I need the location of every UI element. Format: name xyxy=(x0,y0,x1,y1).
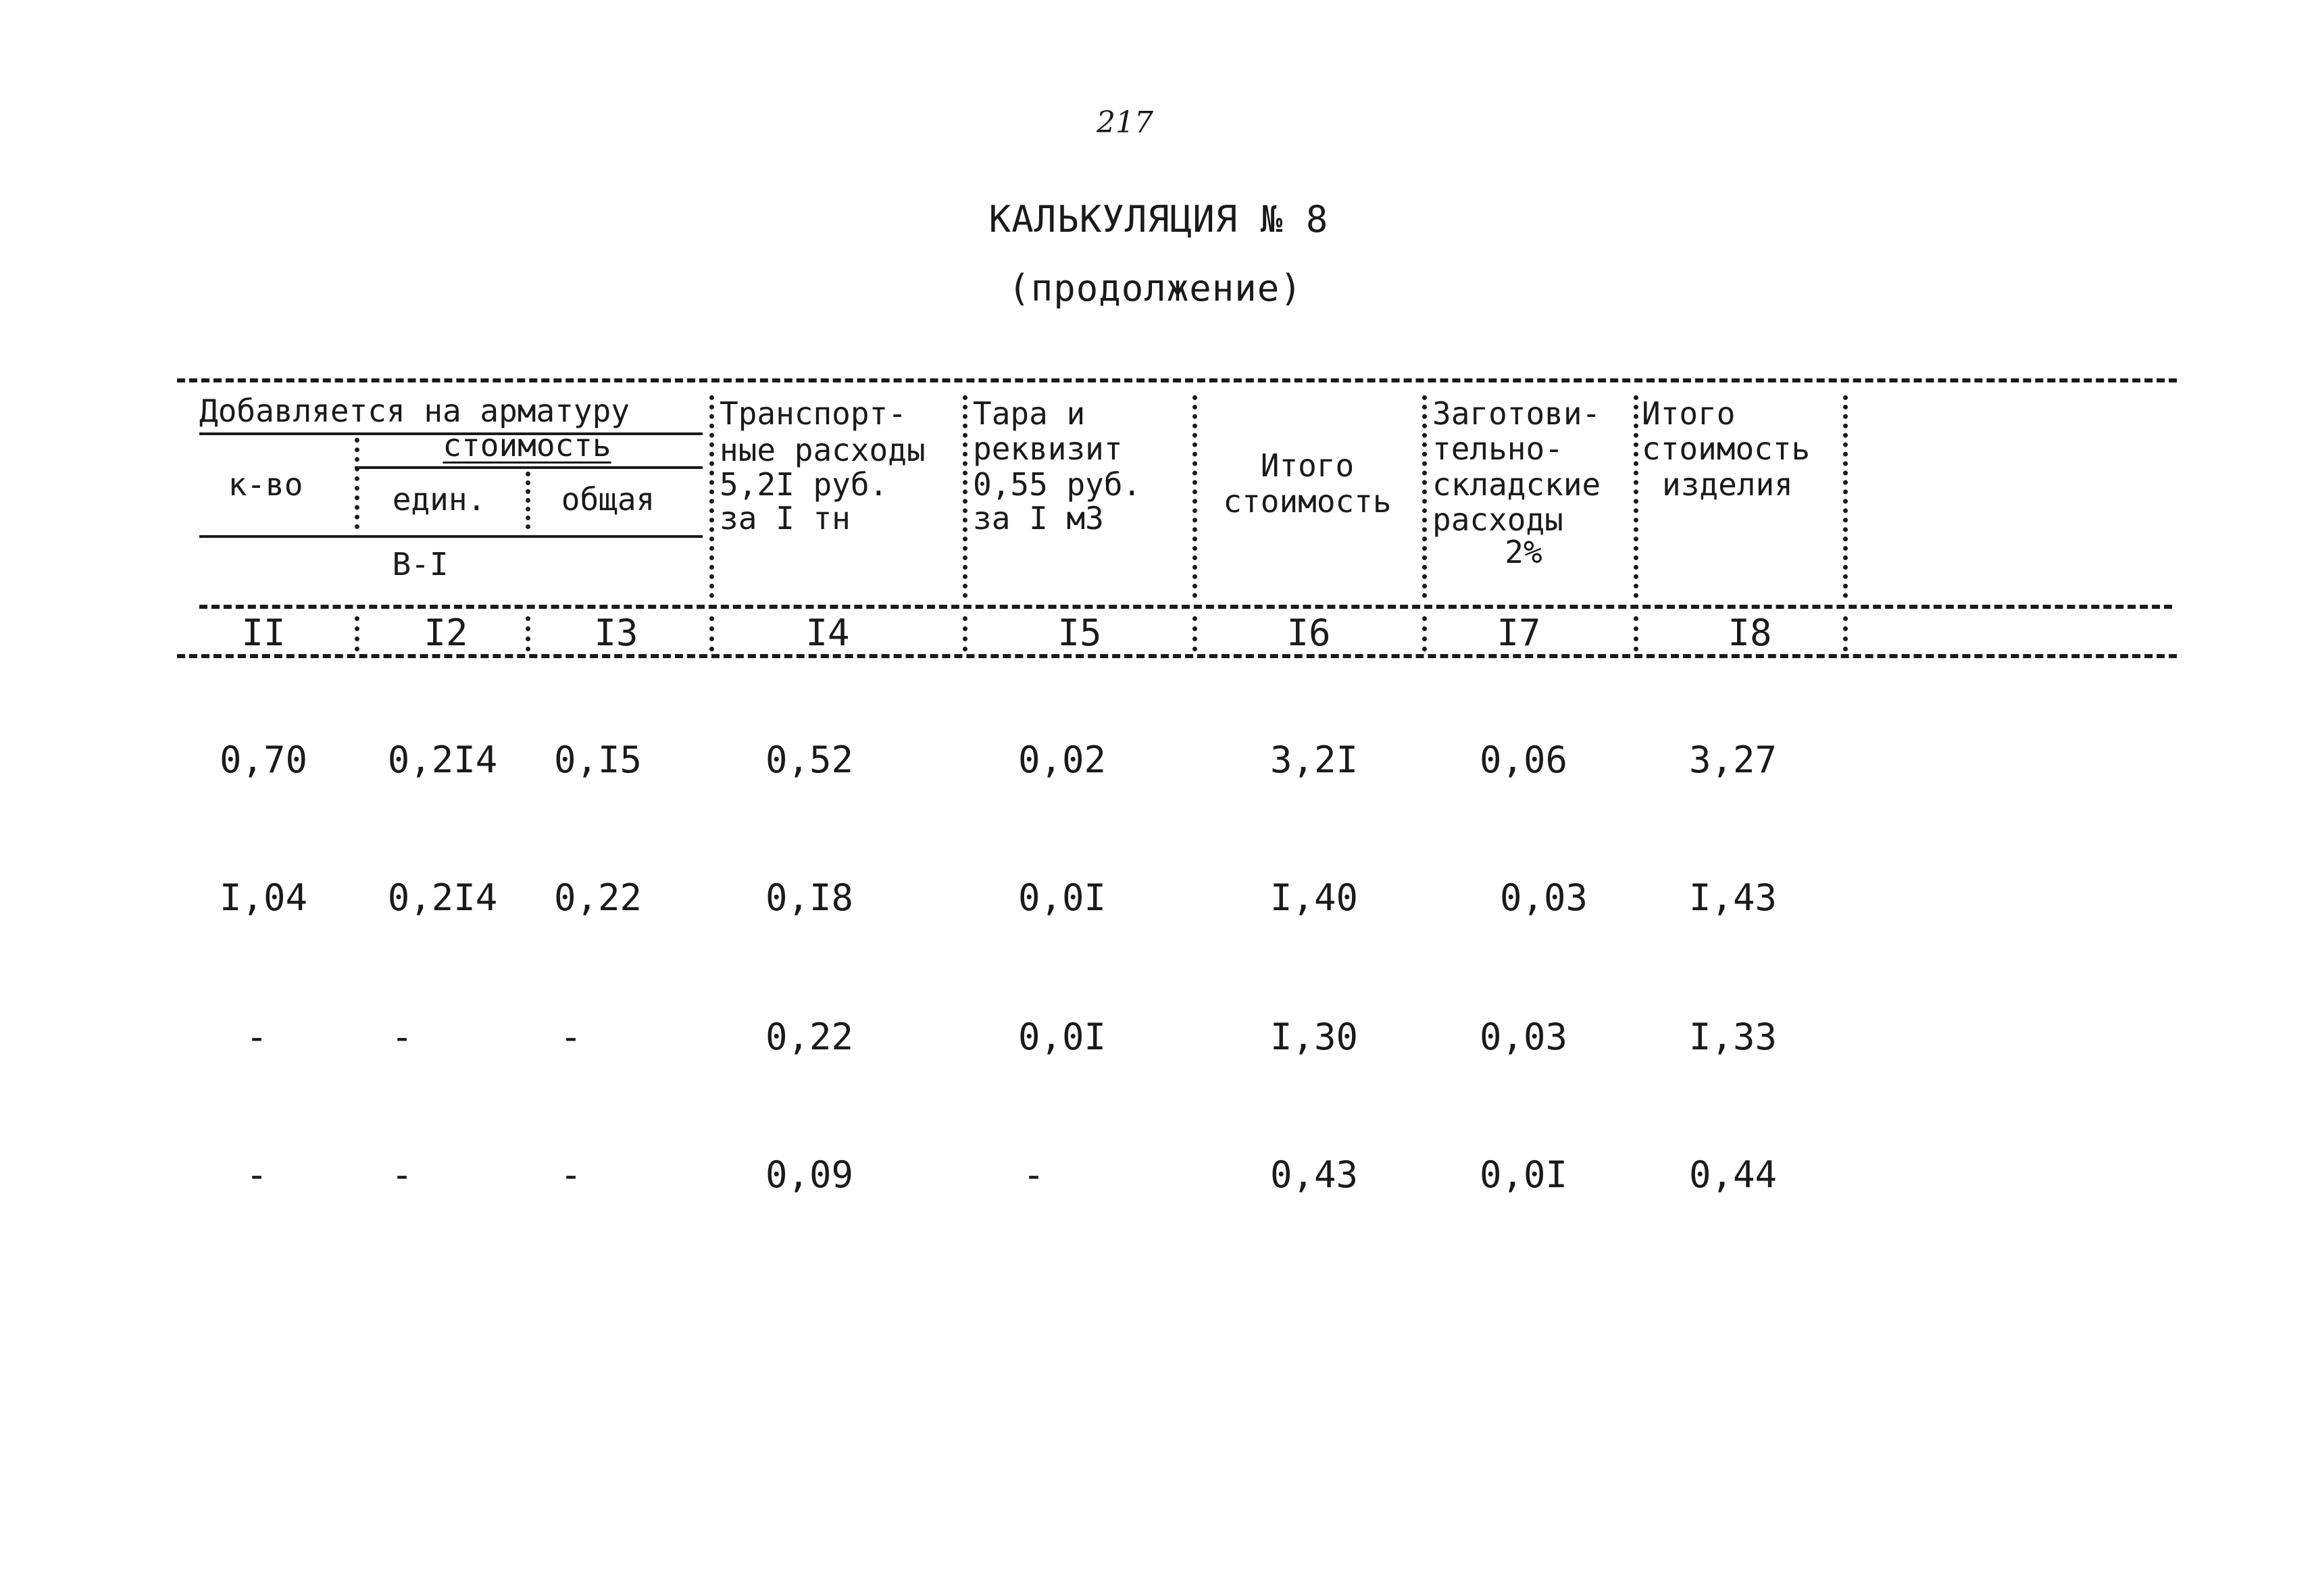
table-cell: 3,27 xyxy=(1688,739,1778,781)
col-separator xyxy=(526,616,530,651)
column-number: I7 xyxy=(1496,612,1541,654)
table-cell: 0,2I4 xyxy=(387,739,498,781)
column-number: I3 xyxy=(594,612,638,654)
transport-header-line: ные расходы xyxy=(720,432,926,468)
itogo-header-line: стоимость xyxy=(1223,483,1392,520)
table-cell: - xyxy=(559,1016,582,1058)
zagot-header-line: 2% xyxy=(1505,534,1542,570)
zagot-header-line: Заготови- xyxy=(1432,395,1601,432)
table-cell: 0,0I xyxy=(1479,1153,1568,1196)
table-cell: - xyxy=(391,1016,413,1058)
col-separator xyxy=(1843,616,1848,651)
zagot-header-line: складские xyxy=(1432,466,1601,503)
table-cell: 0,I5 xyxy=(553,739,643,781)
table-cell: 0,44 xyxy=(1688,1153,1778,1196)
col-separator xyxy=(1422,616,1427,651)
zagot-header-line: тельно- xyxy=(1432,430,1563,467)
tara-header-line: Тара и xyxy=(973,395,1086,432)
transport-header-line: Транспорт- xyxy=(720,395,907,432)
table-cell: 0,09 xyxy=(765,1153,854,1196)
table-cell: 0,06 xyxy=(1479,739,1568,781)
table-cell: 0,0I xyxy=(1017,876,1107,919)
cost-underline xyxy=(355,466,703,469)
zagot-header-line: расходы xyxy=(1432,501,1563,538)
table-cell: - xyxy=(245,1153,268,1196)
col-separator xyxy=(963,616,967,651)
table-cell: 0,2I4 xyxy=(387,876,498,919)
column-number: I6 xyxy=(1286,612,1331,654)
qty-header: к-во xyxy=(228,466,303,503)
table-cell: I,30 xyxy=(1269,1016,1359,1058)
page-number: 217 xyxy=(1097,105,1153,140)
column-number: I2 xyxy=(424,612,468,654)
group-header: Добавляется на арматуру xyxy=(199,393,630,429)
table-cell: I,33 xyxy=(1688,1016,1778,1058)
transport-header-line: за I тн xyxy=(720,500,851,537)
table-cell: 0,43 xyxy=(1269,1153,1359,1196)
document-title: КАЛЬКУЛЯЦИЯ № 8 xyxy=(988,198,1329,241)
table-cell: I,40 xyxy=(1269,876,1359,919)
table-cell: 0,03 xyxy=(1479,1016,1568,1058)
column-number: I5 xyxy=(1057,612,1102,654)
table-cell: 3,2I xyxy=(1269,739,1359,781)
table-cell: - xyxy=(1022,1153,1045,1196)
col-separator xyxy=(1843,395,1848,598)
table-cell: 0,52 xyxy=(765,739,854,781)
table-cell: - xyxy=(391,1153,413,1196)
cost-header: стоимость xyxy=(443,427,611,464)
unit-cost-header: един. xyxy=(392,481,486,518)
col-separator xyxy=(526,472,530,529)
col-separator xyxy=(1634,616,1638,651)
col-separator xyxy=(355,438,359,529)
itogo-header-line: Итого xyxy=(1260,447,1355,484)
col-separator xyxy=(1192,616,1197,651)
column-number: II xyxy=(241,612,286,654)
transport-header-line: 5,2I руб. xyxy=(720,466,888,503)
column-number: I4 xyxy=(805,612,850,654)
table-cell: 0,22 xyxy=(765,1016,854,1058)
itogo-izd-header-line: изделия xyxy=(1662,466,1793,503)
table-cell: 0,03 xyxy=(1499,876,1588,919)
col-separator xyxy=(1422,395,1427,598)
col-separator xyxy=(1192,395,1197,598)
document-subtitle: (продолжение) xyxy=(1008,267,1303,309)
itogo-izd-header-line: стоимость xyxy=(1642,430,1811,467)
table-cell: I,43 xyxy=(1688,876,1778,919)
table-cell: - xyxy=(559,1153,582,1196)
tara-header-line: реквизит xyxy=(973,430,1123,467)
col-separator xyxy=(709,395,714,598)
table-cell: 0,70 xyxy=(219,739,308,781)
tara-header-line: за I м3 xyxy=(973,500,1104,537)
col-separator xyxy=(1634,395,1638,598)
table-cell: 0,22 xyxy=(553,876,643,919)
tara-header-line: 0,55 руб. xyxy=(973,466,1142,503)
col-separator xyxy=(355,616,359,651)
header-bottom-rule xyxy=(199,605,2172,609)
group-code: В-I xyxy=(392,546,449,582)
itogo-izd-header-line: Итого xyxy=(1642,395,1736,432)
col-separator xyxy=(709,616,714,651)
colnum-bottom-rule xyxy=(177,654,2177,658)
table-cell: - xyxy=(245,1016,268,1058)
subheader-rule xyxy=(199,535,703,538)
total-cost-header: общая xyxy=(561,481,655,518)
table-cell: 0,I8 xyxy=(765,876,854,919)
col-separator xyxy=(963,395,967,598)
column-number: I8 xyxy=(1728,612,1772,654)
table-cell: I,04 xyxy=(219,876,308,919)
table-top-rule xyxy=(177,378,2177,382)
table-cell: 0,0I xyxy=(1017,1016,1107,1058)
table-cell: 0,02 xyxy=(1017,739,1107,781)
